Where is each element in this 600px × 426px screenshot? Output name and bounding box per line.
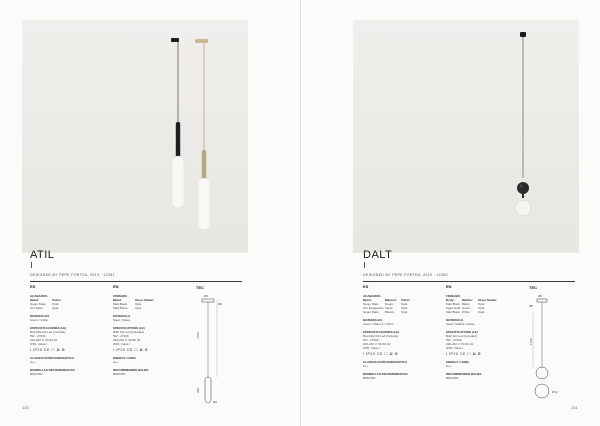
title-tick: [31, 262, 32, 268]
lang-label-es: ES: [30, 284, 36, 289]
finish-cell: Oro Mate: [30, 306, 43, 310]
dim-label: 1700: [529, 338, 533, 345]
bulbs-value: B002/5W: [363, 376, 376, 380]
spec-line: 220-240 V, 50-60 Hz: [113, 338, 141, 342]
spec-line: IP20, Class I: [113, 342, 131, 346]
divider: [30, 281, 242, 282]
product-photo-dalt: [353, 20, 579, 253]
tec-label: TEC: [529, 285, 537, 290]
finish-cell: Opal: [135, 306, 142, 310]
dim-label: Ø6: [538, 294, 543, 298]
lang-label-es: ES: [363, 284, 369, 289]
spec-line: Bombilla G9 Led (Incluida): [363, 334, 399, 338]
bulbs-value: B002/5W: [113, 372, 126, 376]
materials-value: Acero / Vidrio: [30, 318, 48, 322]
finish-cell: Blanco: [385, 310, 395, 314]
dim-label: Ø2: [213, 400, 218, 404]
certification-icons: I IP20 CE ☐ ⊠ ♻: [113, 348, 149, 352]
finishes-block: [363, 294, 433, 314]
specs-title: SPECIFICATIONS (LE): [446, 330, 478, 334]
finish-cell: Opal: [478, 306, 485, 310]
finish-cell: Verde: [385, 306, 393, 310]
page-number: 130: [22, 405, 29, 410]
finishes-row: [113, 306, 183, 310]
spec-line: 5W - 2700K: [446, 338, 462, 342]
finishes-block: [30, 294, 100, 310]
atil-lamp-illustration: [22, 20, 248, 253]
energy-value: A++: [30, 360, 36, 364]
dim-label: Ø12: [552, 390, 558, 394]
finish-cell: Opal: [478, 302, 485, 306]
materials-title: MATERIALES: [363, 318, 383, 322]
dim-label: 280: [196, 387, 200, 393]
technical-drawing-dalt: [529, 285, 583, 405]
spec-column-en: [113, 285, 183, 380]
page-number: 131: [571, 405, 578, 410]
finish-cell: Opal: [401, 306, 408, 310]
finish-cell: Oro Envejecido: [363, 306, 384, 310]
product-name: DALT: [363, 249, 393, 261]
finish-cell: Matt Black: [113, 302, 128, 306]
dim-label: Ø6: [204, 294, 209, 298]
finishes-title: FINISHES: [113, 294, 127, 298]
energy-title: CLASIFICACIÓN ENERGÉTICA: [30, 356, 75, 360]
bulbs-block: [30, 368, 100, 376]
materials-value: Acero / Mármol / Vidrio: [363, 322, 394, 326]
spec-line: 5W - 2700K: [363, 338, 379, 342]
spec-line: Bombilla G9 Led (Incluida): [30, 330, 66, 334]
certification-icons: I IP20 CE ☐ ⊠ ♻: [30, 348, 66, 352]
finishes-block: [113, 294, 183, 310]
materials-block: [446, 318, 516, 326]
dalt-lamp-illustration: [353, 20, 579, 253]
energy-value: A++: [446, 364, 452, 368]
finishes-title: ACABADOS: [30, 294, 48, 298]
bulbs-value: B002/5W: [30, 372, 43, 376]
spec-line: 5W - 2700K: [30, 334, 46, 338]
materials-value: Steel / Marble / Glass: [446, 322, 475, 326]
spec-line: IP20, Class I: [446, 346, 464, 350]
spec-column-es: [30, 285, 100, 380]
energy-block: [113, 356, 183, 364]
materials-title: MATERIALS: [113, 314, 131, 318]
energy-value: A++: [363, 364, 369, 368]
title-tick: [364, 262, 365, 268]
finish-cell: Opal: [135, 302, 142, 306]
spec-column-en: [446, 285, 516, 384]
energy-title: ENERGY LABEL: [113, 356, 137, 360]
finishes-row: [363, 310, 433, 314]
finish-cell: Negro Mate: [30, 302, 46, 306]
finish-cell: Negro: [385, 302, 394, 306]
energy-value: A++: [113, 360, 119, 364]
tec-label: TEC: [196, 285, 204, 290]
finishes-title: ACABADOS: [363, 294, 381, 298]
designer-line: DESIGNED BY PEPE FORTEA, 2019 · 12281: [30, 273, 115, 277]
finish-cell: Opal: [478, 310, 485, 314]
finishes-header: Mármol:: [385, 298, 397, 302]
finishes-title: FINISHES: [446, 294, 460, 298]
energy-block: [30, 356, 100, 364]
finish-cell: Opal: [401, 310, 408, 314]
materials-value: Steel / Glass: [113, 318, 131, 322]
specs-title: ESPECIFICACIONES (LE): [30, 326, 67, 330]
finish-cell: Aged Gold: [446, 306, 461, 310]
energy-block: [363, 360, 433, 368]
dim-label: 1700: [196, 332, 200, 339]
finishes-header: Vidrio:: [52, 298, 62, 302]
finish-cell: Negro Mate: [363, 302, 379, 306]
finish-cell: Opal: [52, 302, 59, 306]
energy-block: [446, 360, 516, 368]
technical-drawing-atil: [196, 285, 250, 405]
spec-line: IP20, Clase I: [363, 346, 381, 350]
certification-icons: I IP20 CE ☐ ⊠ ♻: [363, 352, 399, 356]
spec-line: Bulb G9 Led (Included): [113, 330, 144, 334]
finish-cell: Matt Black: [446, 302, 461, 306]
specs-block: [446, 330, 516, 356]
specs-block: [30, 326, 100, 352]
certification-icons: I IP20 CE ☐ ⊠ ♻: [446, 352, 482, 356]
bulbs-title: RECOMMENDED BULBS: [113, 368, 149, 372]
bulbs-block: [446, 372, 516, 380]
lang-label-en: EN: [446, 284, 452, 289]
dalt-dimension-drawing: [529, 293, 583, 405]
bulbs-value: B002/5W: [446, 376, 459, 380]
finishes-header: Marble:: [462, 298, 473, 302]
materials-block: [30, 314, 100, 322]
finish-cell: Matt Black: [446, 310, 461, 314]
finishes-block: [446, 294, 516, 314]
materials-title: MATERIALS: [446, 318, 464, 322]
finishes-header: Glass Shade:: [478, 298, 498, 302]
finish-cell: White: [462, 310, 470, 314]
finish-cell: Matt Brass: [113, 306, 128, 310]
energy-title: ENERGY LABEL: [446, 360, 470, 364]
spec-line: IP20, Clase I: [30, 342, 48, 346]
bulbs-title: BOMBILLAS RECOMENDADAS: [363, 372, 408, 376]
specs-block: [113, 326, 183, 352]
bulbs-block: [113, 368, 183, 376]
spec-column-es: [363, 285, 433, 384]
dim-label: Ø8: [529, 304, 534, 308]
materials-title: MATERIALES: [30, 314, 50, 318]
spec-line: 5W - 2700K: [113, 334, 129, 338]
bulbs-title: BOMBILLAS RECOMENDADAS: [30, 368, 75, 372]
finish-cell: Green: [462, 306, 471, 310]
energy-title: CLASIFICACIÓN ENERGÉTICA: [363, 360, 408, 364]
finish-cell: Opal: [52, 306, 59, 310]
bulbs-title: RECOMMENDED BULBS: [446, 372, 482, 376]
finish-cell: Opal: [401, 302, 408, 306]
finishes-row: [30, 306, 100, 310]
designer-line: DESIGNED BY PEPE FORTEA, 2019 · 12280: [363, 273, 448, 277]
specs-title: ESPECIFICACIONES (LE): [363, 330, 400, 334]
bulbs-block: [363, 372, 433, 380]
page-dalt: [300, 0, 600, 426]
finish-cell: Black: [462, 302, 470, 306]
atil-dimension-drawing: [196, 293, 250, 405]
finish-cell: Negro Mate: [363, 310, 379, 314]
materials-block: [363, 318, 433, 326]
divider: [363, 281, 575, 282]
finishes-header: Glass Shade:: [135, 298, 155, 302]
spec-line: 220-240 V, 50-60 Hz: [363, 342, 391, 346]
finishes-header: Metal:: [363, 298, 372, 302]
spec-line: 220-240 V, 50-60 Hz: [30, 338, 58, 342]
materials-block: [113, 314, 183, 322]
finishes-header: Metal:: [113, 298, 122, 302]
spec-line: 220-240 V, 50-60 Hz: [446, 342, 474, 346]
finishes-header: Metal:: [30, 298, 39, 302]
finishes-header: Body:: [446, 298, 455, 302]
lang-label-en: EN: [113, 284, 119, 289]
spec-line: Bulb G9 Led (Included): [446, 334, 477, 338]
dim-label: Ø6: [218, 302, 223, 306]
product-photo-atil: [22, 20, 248, 253]
specs-title: SPECIFICATIONS (LE): [113, 326, 145, 330]
product-name: ATIL: [30, 249, 55, 261]
specs-block: [363, 330, 433, 356]
finishes-header: Vidrio:: [401, 298, 411, 302]
finishes-row: [446, 310, 516, 314]
